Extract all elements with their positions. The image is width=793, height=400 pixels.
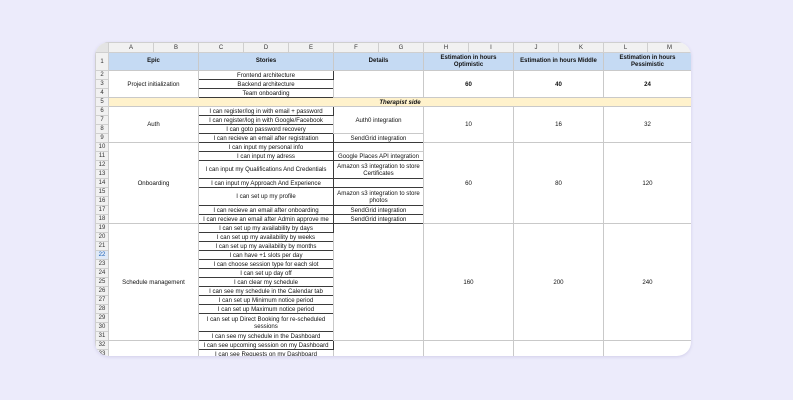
column-header-d[interactable]: D	[244, 43, 289, 53]
estimate-pessimistic[interactable]: 24	[604, 71, 692, 98]
column-header-e[interactable]: E	[289, 43, 334, 53]
details-cell[interactable]: SendGrid integration	[334, 134, 424, 143]
story-cell[interactable]: I can input my adress	[199, 152, 334, 161]
column-header-i[interactable]: I	[469, 43, 514, 53]
row-number[interactable]: 25	[96, 278, 109, 287]
story-cell[interactable]: I can set up my profile	[199, 188, 334, 206]
story-cell[interactable]: I can see my schedule in the Calendar tab	[199, 287, 334, 296]
story-cell[interactable]: I can choose session type for each slot	[199, 260, 334, 269]
estimate-optimistic[interactable]: 60	[424, 143, 514, 224]
section-header[interactable]: Therapist side	[109, 98, 692, 107]
row-number[interactable]: 27	[96, 296, 109, 305]
epic-cell[interactable]: Project initialization	[109, 71, 199, 98]
story-cell[interactable]: I can set up Direct Booking for re-scheduled sessions	[199, 314, 334, 332]
story-cell[interactable]: I can see upcoming session on my Dashboard	[199, 341, 334, 350]
story-cell[interactable]: I can input my Qualifications And Credentials	[199, 161, 334, 179]
row-number[interactable]: 6	[96, 107, 109, 116]
row-number[interactable]: 5	[96, 98, 109, 107]
story-cell[interactable]: I can set up my availability by days	[199, 224, 334, 233]
column-header-g[interactable]: G	[379, 43, 424, 53]
row-number[interactable]: 32	[96, 341, 109, 350]
story-cell[interactable]: I can see Requests on my Dashboard	[199, 350, 334, 357]
row-number[interactable]: 15	[96, 188, 109, 197]
row-number[interactable]: 33	[96, 350, 109, 357]
estimate-pessimistic[interactable]: 32	[604, 107, 692, 143]
header-pessimistic[interactable]: Estimation in hours Pessimistic	[604, 53, 692, 71]
estimate-optimistic[interactable]: 160	[424, 224, 514, 341]
row-number[interactable]: 4	[96, 89, 109, 98]
column-header-h[interactable]: H	[424, 43, 469, 53]
details-cell[interactable]	[334, 341, 424, 357]
column-header-m[interactable]: M	[648, 43, 692, 53]
header-details[interactable]: Details	[334, 53, 424, 71]
epic-cell[interactable]: Auth	[109, 107, 199, 143]
row-number[interactable]: 12	[96, 161, 109, 170]
header-epic[interactable]: Epic	[109, 53, 199, 71]
story-cell[interactable]: I can set up Maximum notice period	[199, 305, 334, 314]
row-number[interactable]: 9	[96, 134, 109, 143]
story-cell[interactable]: I can recieve an email after Admin approve me	[199, 215, 334, 224]
select-all-corner[interactable]	[96, 43, 109, 53]
row-number[interactable]: 31	[96, 332, 109, 341]
story-cell[interactable]: Backend architecture	[199, 80, 334, 89]
row-number[interactable]: 8	[96, 125, 109, 134]
column-header-b[interactable]: B	[154, 43, 199, 53]
details-cell[interactable]: SendGrid integration	[334, 206, 424, 215]
column-header-k[interactable]: K	[559, 43, 604, 53]
row-number[interactable]: 19	[96, 224, 109, 233]
epic-cell[interactable]: Onboarding	[109, 143, 199, 224]
story-cell[interactable]: I can set up my availability by months	[199, 242, 334, 251]
story-cell[interactable]: I can have +1 slots per day	[199, 251, 334, 260]
spreadsheet-card	[95, 42, 691, 356]
story-cell[interactable]: I can recieve an email after onboarding	[199, 206, 334, 215]
story-cell[interactable]: I can input my Approach And Experience	[199, 179, 334, 188]
details-cell[interactable]: Google Places API integration	[334, 152, 424, 161]
row-number[interactable]: 3	[96, 80, 109, 89]
story-cell[interactable]: Frontend architecture	[199, 71, 334, 80]
row-number[interactable]: 14	[96, 179, 109, 188]
story-cell[interactable]: I can set up my availability by weeks	[199, 233, 334, 242]
row-number[interactable]: 26	[96, 287, 109, 296]
row-number[interactable]: 16	[96, 197, 109, 206]
story-cell[interactable]: Team onboarding	[199, 89, 334, 98]
column-header-row	[96, 43, 692, 53]
estimate-middle[interactable]: 16	[514, 107, 604, 143]
estimate-optimistic[interactable]: 10	[424, 107, 514, 143]
column-header-l[interactable]: L	[604, 43, 648, 53]
estimate-pessimistic[interactable]: 120	[604, 143, 692, 224]
details-cell[interactable]: Amazon s3 integration to store Certificates	[334, 161, 424, 179]
details-cell[interactable]	[334, 71, 424, 98]
estimate-pessimistic[interactable]	[604, 341, 692, 357]
story-cell[interactable]: I can recieve an email after registration	[199, 134, 334, 143]
estimation-sheet	[95, 42, 691, 356]
row-number[interactable]: 1	[96, 53, 109, 71]
row-number[interactable]: 20	[96, 233, 109, 242]
header-middle[interactable]: Estimation in hours Middle	[514, 53, 604, 71]
details-cell[interactable]: Amazon s3 integration to store photos	[334, 188, 424, 206]
estimate-middle[interactable]	[514, 341, 604, 357]
row-number[interactable]: 13	[96, 170, 109, 179]
story-cell[interactable]: I can goto password recovery	[199, 125, 334, 134]
epic-cell[interactable]: Schedule management	[109, 224, 199, 341]
column-header-f[interactable]: F	[334, 43, 379, 53]
row-number[interactable]: 18	[96, 215, 109, 224]
details-cell[interactable]	[334, 179, 424, 188]
row-number[interactable]: 29	[96, 314, 109, 323]
story-cell[interactable]: I can see my schedule in the Dashboard	[199, 332, 334, 341]
details-cell[interactable]	[334, 143, 424, 152]
details-cell[interactable]	[334, 224, 424, 341]
row-number[interactable]: 24	[96, 269, 109, 278]
row-number[interactable]: 11	[96, 152, 109, 161]
estimate-middle[interactable]: 200	[514, 224, 604, 341]
estimate-middle[interactable]: 80	[514, 143, 604, 224]
header-stories[interactable]: Stories	[199, 53, 334, 71]
column-header-j[interactable]: J	[514, 43, 559, 53]
estimate-optimistic[interactable]	[424, 341, 514, 357]
row-number[interactable]: 7	[96, 116, 109, 125]
column-header-c[interactable]: C	[199, 43, 244, 53]
estimate-middle[interactable]: 40	[514, 71, 604, 98]
story-cell[interactable]: I can set up Minimum notice period	[199, 296, 334, 305]
story-cell[interactable]: I can register/log in with email + password	[199, 107, 334, 116]
row-number[interactable]: 30	[96, 323, 109, 332]
details-cell[interactable]: Auth0 integration	[334, 107, 424, 134]
estimate-optimistic[interactable]: 60	[424, 71, 514, 98]
epic-cell[interactable]	[109, 341, 199, 357]
column-header-a[interactable]: A	[109, 43, 154, 53]
row-number[interactable]: 21	[96, 242, 109, 251]
estimate-pessimistic[interactable]: 240	[604, 224, 692, 341]
row-number[interactable]: 2	[96, 71, 109, 80]
row-number[interactable]: 28	[96, 305, 109, 314]
story-cell[interactable]: I can set up day off	[199, 269, 334, 278]
row-number[interactable]: 10	[96, 143, 109, 152]
row-number[interactable]: 17	[96, 206, 109, 215]
header-optimistic[interactable]: Estimation in hours Optimistic	[424, 53, 514, 71]
story-cell[interactable]: I can register/log in with Google/Facebook	[199, 116, 334, 125]
row-number[interactable]: 23	[96, 260, 109, 269]
story-cell[interactable]: I can clear my schedule	[199, 278, 334, 287]
story-cell[interactable]: I can input my personal info	[199, 143, 334, 152]
details-cell[interactable]: SendGrid integration	[334, 215, 424, 224]
row-number-selected[interactable]: 22	[96, 251, 109, 260]
